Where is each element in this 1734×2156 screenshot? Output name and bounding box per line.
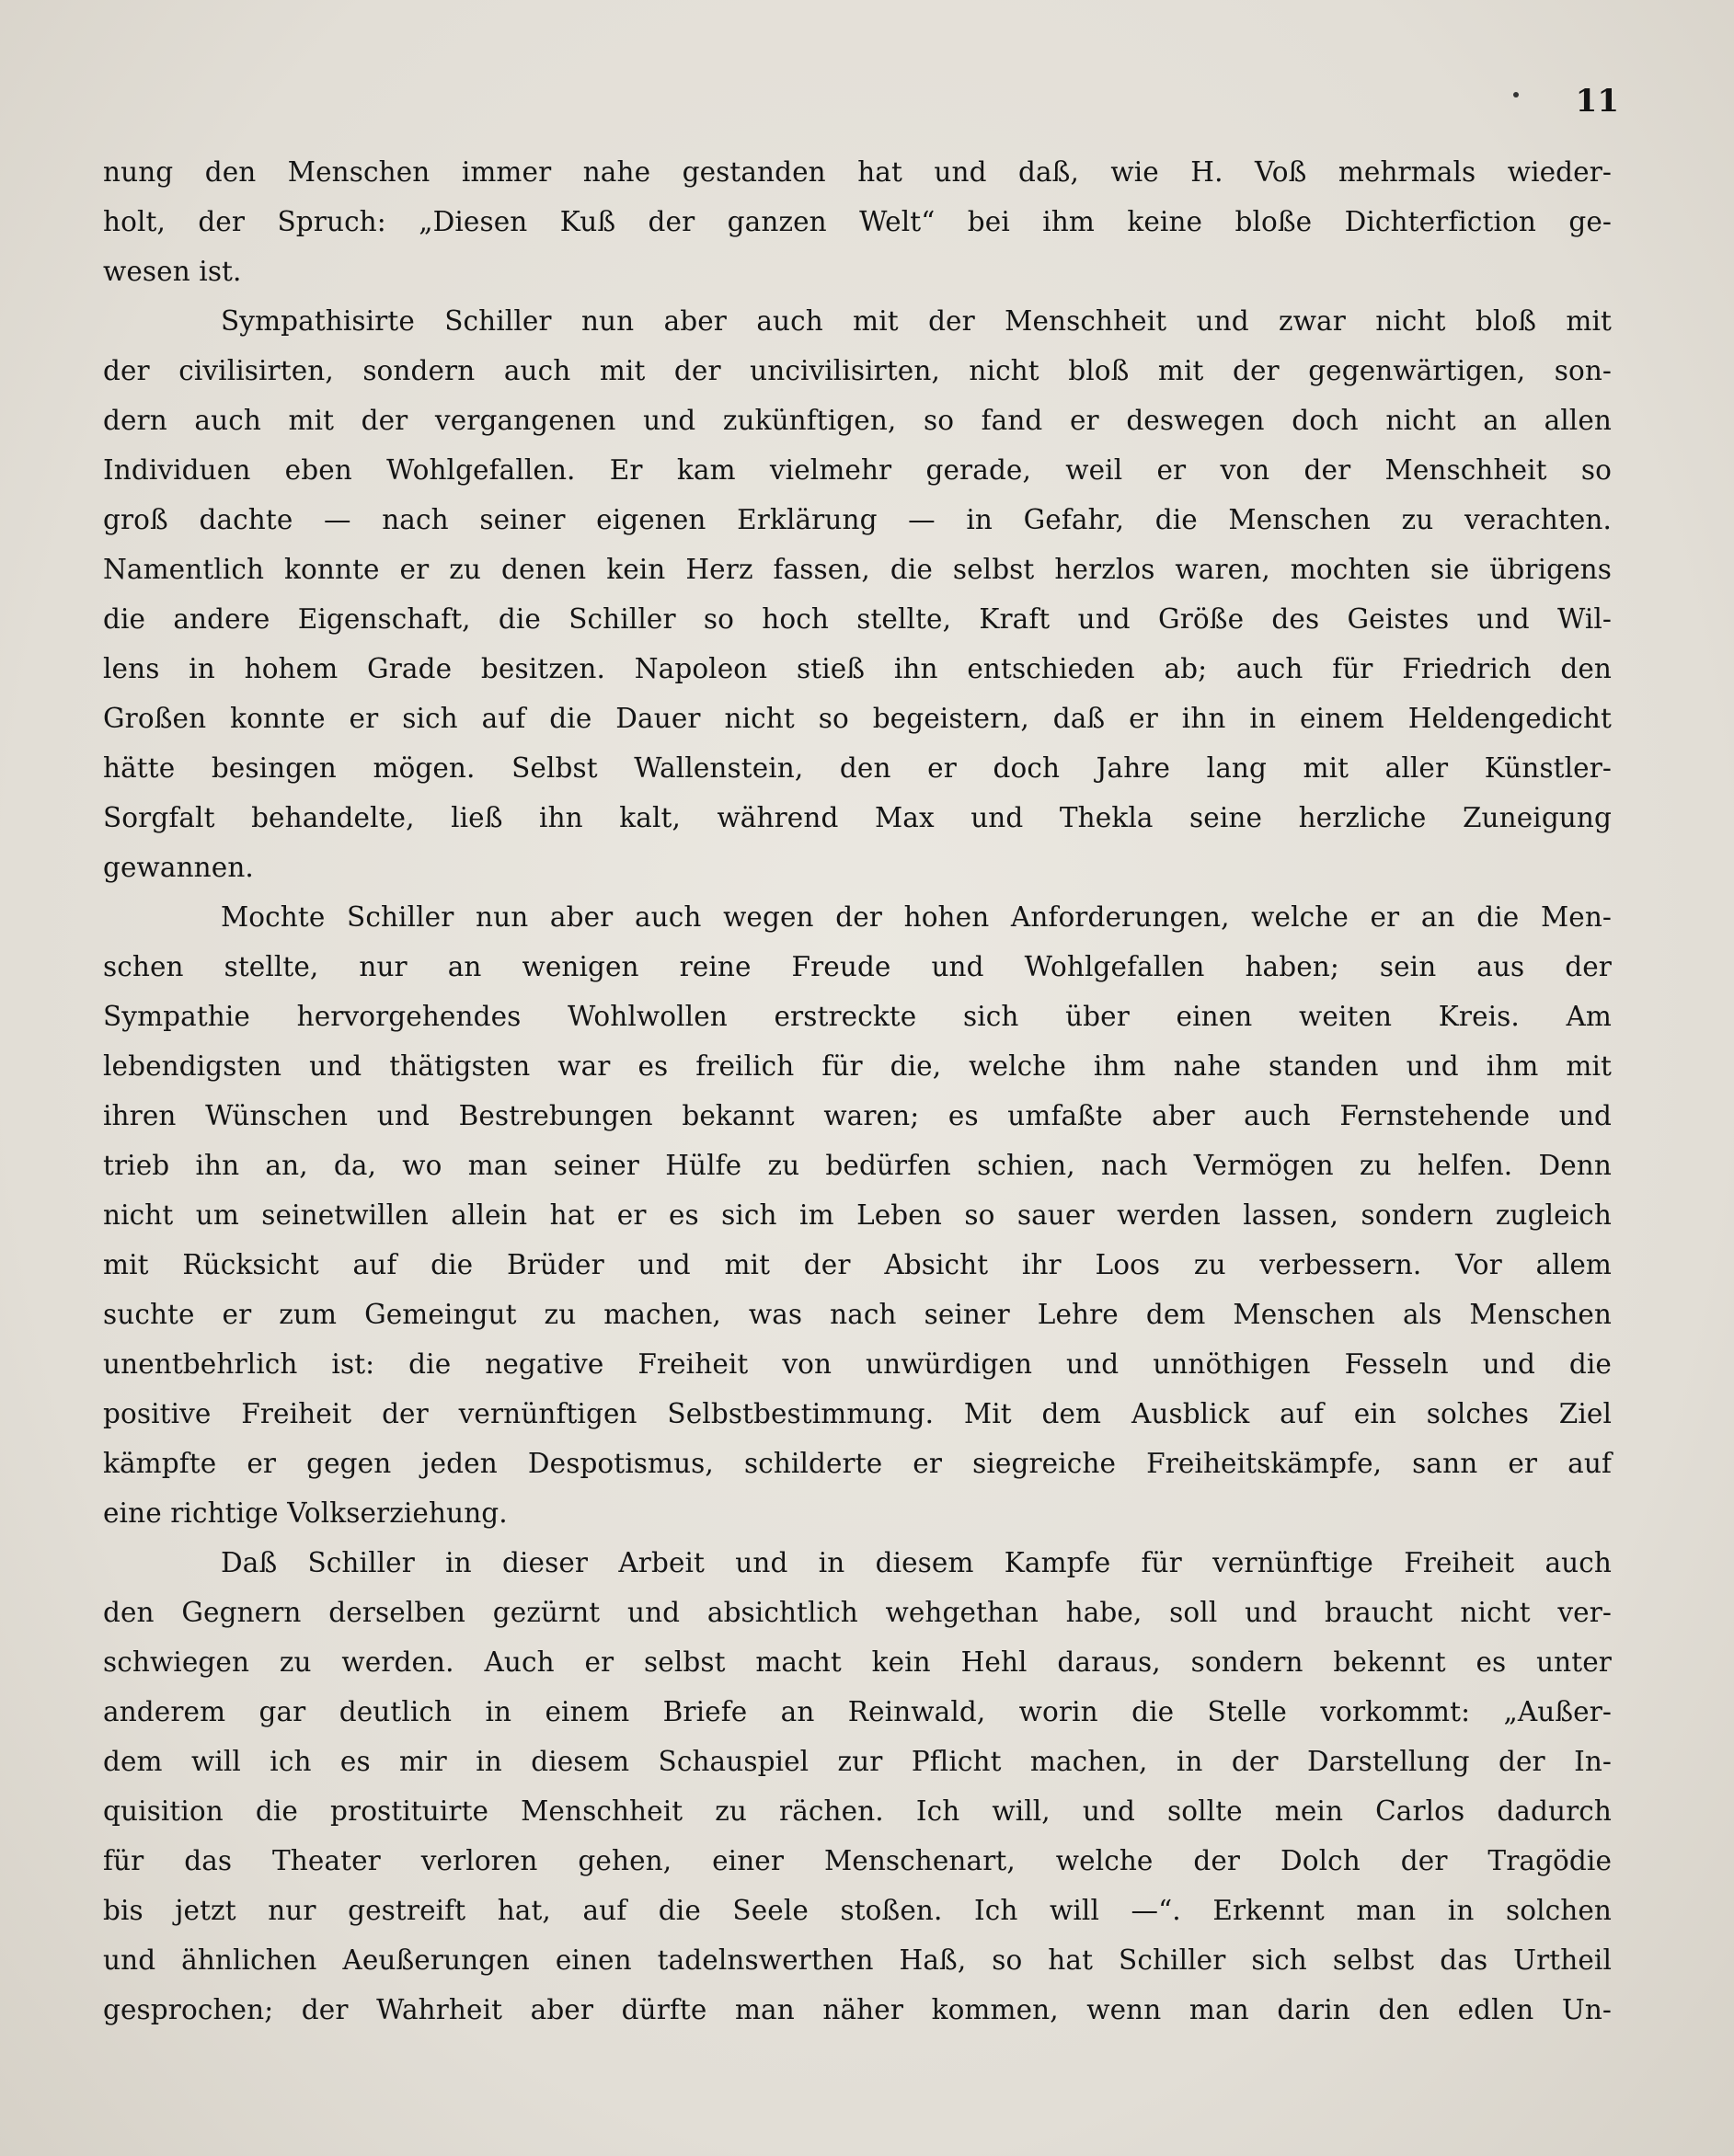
text-line: lens in hohem Grade besitzen. Napoleon stieß ihn entschieden ab; auch für Friedrich den	[103, 653, 1612, 684]
text-line: Individuen eben Wohlgefallen. Er kam vielmehr gerade, weil er von der Menschheit so	[103, 454, 1612, 486]
text-line: Sympathie hervorgehendes Wohlwollen erstreckte sich über einen weiten Kreis. Am	[103, 1001, 1612, 1032]
text-line: Daß Schiller in dieser Arbeit und in diesem Kampfe für vernünftige Freiheit auch	[221, 1547, 1612, 1578]
text-line: dern auch mit der vergangenen und zukünftigen, so fand er deswegen doch nicht an allen	[103, 405, 1612, 436]
text-line: groß dachte — nach seiner eigenen Erklärung — in Gefahr, die Menschen zu verachten.	[103, 504, 1612, 535]
text-line: Sympathisirte Schiller nun aber auch mit der Menschheit und zwar nicht bloß mit	[221, 305, 1612, 337]
text-line: lebendigsten und thätigsten war es freilich für die, welche ihm nahe standen und ihm mit	[103, 1050, 1612, 1082]
page-number: 11	[1575, 83, 1619, 120]
text-line: Namentlich konnte er zu denen kein Herz fassen, die selbst herzlos waren, mochten sie übrigens	[103, 554, 1612, 585]
text-line: Großen konnte er sich auf die Dauer nicht so begeistern, daß er ihn in einem Heldengedicht	[103, 703, 1612, 734]
text-line: trieb ihn an, da, wo man seiner Hülfe zu bedürfen schien, nach Vermögen zu helfen. Denn	[103, 1150, 1612, 1181]
text-line: bis jetzt nur gestreift hat, auf die Seele stoßen. Ich will —“. Erkennt man in solchen	[103, 1895, 1612, 1926]
text-line: positive Freiheit der vernünftigen Selbstbestimmung. Mit dem Ausblick auf ein solches Ziel	[103, 1398, 1612, 1429]
text-line: gesprochen; der Wahrheit aber dürfte man näher kommen, wenn man darin den edlen Un-	[103, 1994, 1612, 2025]
text-line: schen stellte, nur an wenigen reine Freude und Wohlgefallen haben; sein aus der	[103, 951, 1612, 982]
text-line: wesen ist.	[103, 256, 242, 287]
text-line: eine richtige Volkserziehung.	[103, 1497, 508, 1529]
text-line: die andere Eigenschaft, die Schiller so hoch stellte, Kraft und Größe des Geistes und Wil-	[103, 603, 1612, 635]
text-line: anderem gar deutlich in einem Briefe an Reinwald, worin die Stelle vorkommt: „Außer-	[103, 1696, 1612, 1727]
text-line: für das Theater verloren gehen, einer Menschenart, welche der Dolch der Tragödie	[103, 1845, 1612, 1876]
text-line: nicht um seinetwillen allein hat er es sich im Leben so sauer werden lassen, sondern zugleich	[103, 1199, 1612, 1231]
text-line: quisition die prostituirte Menschheit zu rächen. Ich will, und sollte mein Carlos dadurch	[103, 1795, 1612, 1827]
text-line: ihren Wünschen und Bestrebungen bekannt waren; es umfaßte aber auch Fernstehende und	[103, 1100, 1612, 1131]
text-line: dem will ich es mir in diesem Schauspiel zur Pflicht machen, in der Darstellung der In-	[103, 1746, 1612, 1777]
text-line: der civilisirten, sondern auch mit der uncivilisirten, nicht bloß mit der gegenwärtigen, son-	[103, 355, 1612, 386]
text-line: unentbehrlich ist: die negative Freiheit von unwürdigen und unnöthigen Fesseln und die	[103, 1348, 1612, 1380]
text-line: und ähnlichen Aeußerungen einen tadelnswerthen Haß, so hat Schiller sich selbst das Urtheil	[103, 1944, 1612, 1976]
body-text	[103, 147, 1612, 2035]
text-line: mit Rücksicht auf die Brüder und mit der Absicht ihr Loos zu verbessern. Vor allem	[103, 1249, 1612, 1280]
ink-speck	[1513, 92, 1519, 97]
text-line: kämpfte er gegen jeden Despotismus, schilderte er siegreiche Freiheitskämpfe, sann er auf	[103, 1448, 1612, 1479]
text-line: den Gegnern derselben gezürnt und absichtlich wehgethan habe, soll und braucht nicht ver-	[103, 1597, 1612, 1628]
text-line: nung den Menschen immer nahe gestanden hat und daß, wie H. Voß mehrmals wieder-	[103, 156, 1612, 188]
text-line: hätte besingen mögen. Selbst Wallenstein, den er doch Jahre lang mit aller Künstler-	[103, 752, 1612, 784]
text-line: suchte er zum Gemeingut zu machen, was nach seiner Lehre dem Menschen als Menschen	[103, 1299, 1612, 1330]
text-line: schwiegen zu werden. Auch er selbst macht kein Hehl daraus, sondern bekennt es unter	[103, 1646, 1612, 1678]
text-line: Sorgfalt behandelte, ließ ihn kalt, während Max und Thekla seine herzliche Zuneigung	[103, 802, 1612, 833]
text-line: holt, der Spruch: „Diesen Kuß der ganzen Welt“ bei ihm keine bloße Dichterfiction ge-	[103, 206, 1612, 237]
text-line: gewannen.	[103, 852, 254, 883]
text-line: Mochte Schiller nun aber auch wegen der hohen Anforderungen, welche er an die Men-	[221, 901, 1612, 933]
